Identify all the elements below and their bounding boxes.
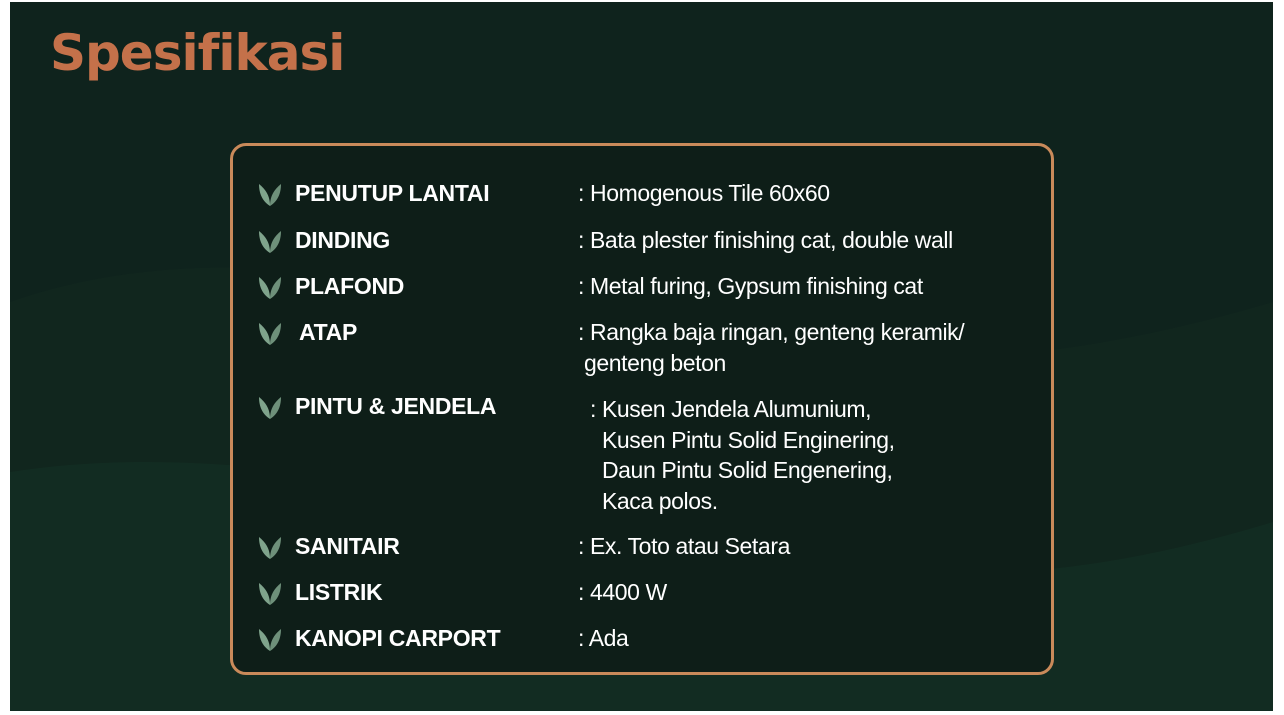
leaf-icon bbox=[258, 534, 282, 560]
spec-label: SANITAIR bbox=[295, 533, 400, 559]
spec-label: PINTU & JENDELA bbox=[295, 393, 497, 419]
leaf-icon bbox=[258, 394, 282, 420]
leaf-icon bbox=[258, 274, 282, 300]
spec-label: PLAFOND bbox=[295, 273, 405, 299]
leaf-icon bbox=[258, 181, 282, 207]
spec-label: LISTRIK bbox=[295, 579, 383, 605]
spec-label: PENUTUP LANTAI bbox=[295, 180, 490, 206]
spec-label: DINDING bbox=[295, 227, 391, 253]
spec-value: : Ada bbox=[578, 625, 629, 651]
leaf-icon bbox=[258, 626, 282, 652]
leaf-icon bbox=[258, 580, 282, 606]
leaf-icon bbox=[258, 228, 282, 254]
spec-label: KANOPI CARPORT bbox=[295, 625, 501, 651]
spec-value: : Homogenous Tile 60x60 bbox=[578, 180, 830, 206]
spec-value: : 4400 W bbox=[578, 579, 667, 605]
page-title: Spesifikasi bbox=[50, 24, 345, 82]
spec-value: : Metal furing, Gypsum finishing cat bbox=[578, 273, 923, 299]
spec-value: : Ex. Toto atau Setara bbox=[578, 533, 790, 559]
spec-value: : Bata plester finishing cat, double wall bbox=[578, 227, 953, 253]
specifications-panel bbox=[230, 143, 1054, 675]
spec-value: : Rangka baja ringan, genteng keramik/ genteng beton bbox=[578, 319, 965, 376]
slide bbox=[10, 2, 1273, 711]
leaf-icon bbox=[258, 320, 282, 346]
spec-label: ATAP bbox=[299, 319, 357, 345]
spec-value: : Kusen Jendela Alumunium, Kusen Pintu Solid Enginering, Daun Pintu Solid Engenering, Kaca polos. bbox=[589, 396, 895, 514]
